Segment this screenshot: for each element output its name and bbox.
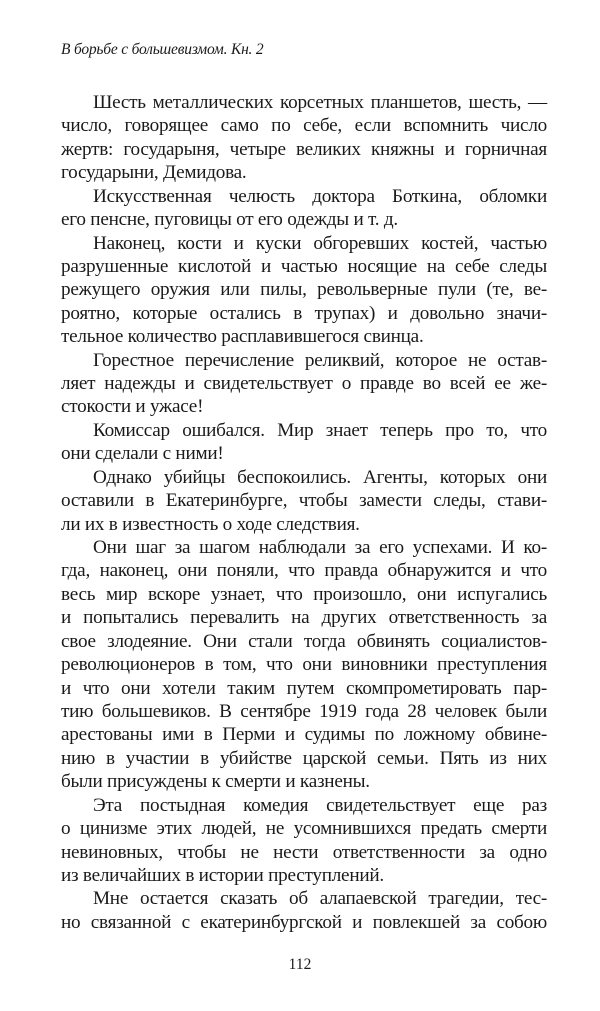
text-line: Однако убийцы беспокоились. Агенты, которых они [93,466,547,488]
text-line: они сделали с ними! [61,443,224,465]
page-body-text [61,91,547,934]
text-line: свое злодеяние. Они стали тогда обвинять социалистов- [61,630,547,652]
paragraph [61,794,547,888]
text-line: Искусственная челюсть доктора Боткина, обломки [93,185,547,207]
text-line: стокости и ужасе! [61,396,204,418]
paragraph [61,466,547,536]
paragraph [61,349,547,419]
text-line: невиновных, чтобы не нести ответственности за одно [61,841,547,863]
text-line: Горестное перечисление реликвий, которое не остав- [93,349,547,371]
text-line: Шесть металлических корсетных планшетов, шесть, — [93,92,547,113]
text-line: Эта постыдная комедия свидетельствует еще раз [93,794,547,816]
paragraph [61,91,547,185]
text-line: о цинизме этих людей, не усомнившихся предать смерти [61,818,547,840]
text-line: Мне остается сказать об алапаевской трагедии, тес- [93,888,547,910]
paragraph [61,185,547,232]
text-line: государыни, Демидова. [61,162,247,184]
text-line: из величайших в истории преступлений. [61,864,384,886]
text-line: но связанной с екатеринбургской и повлекшей за собою [61,911,547,933]
text-line: революционеров в том, что они виновники преступления [61,654,547,676]
text-line: разрушенные кислотой и частью носящие на себе следы [61,255,547,277]
text-line: и попытались перевалить на других ответственность за [61,607,547,629]
text-line: гда, наконец, они поняли, что правда обнаружится и что [61,560,547,582]
paragraph [61,536,547,794]
text-line: тельное количество расплавившегося свинца. [61,326,424,348]
paragraph [61,232,547,349]
text-line: оставили в Екатеринбурге, чтобы замести следы, стави- [61,490,547,512]
text-line: Они шаг за шагом наблюдали за его успехами. И ко- [93,537,547,559]
text-line: число, говорящее само по себе, если вспомнить число [61,115,547,137]
text-line: роятно, которые остались в трупах) и довольно значи- [61,302,547,324]
text-line: ляет надежды и свидетельствует о правде во всей ее же- [61,373,547,395]
text-line: Наконец, кости и куски обгоревших костей, частью [93,232,547,254]
running-header: В борьбе с большевизмом. Кн. 2 [61,41,264,58]
page-number: 112 [288,956,312,973]
text-line: арестованы ими в Перми и судимы по ложному обвине- [61,724,547,746]
text-line: Комиссар ошибался. Мир знает теперь про то, что [93,419,547,441]
text-line: весь мир вскоре узнает, что произошло, они испугались [61,583,547,605]
text-line: были присуждены к смерти и казнены. [61,771,370,793]
paragraph [61,887,547,934]
text-line: его пенсне, пуговицы от его одежды и т. д. [61,209,398,231]
text-line: ли их в известность о ходе следствия. [61,513,360,535]
text-line: и что они хотели таким путем скомпрометировать пар- [61,677,547,699]
text-line: режущего оружия или пилы, револьверные пули (те, ве- [61,279,547,301]
text-line: жертв: государыня, четыре великих княжны и горничная [61,138,547,160]
text-line: тию большевиков. В сентябре 1919 года 28 человек были [61,700,547,722]
text-line: нию в участии в убийстве царской семьи. Пять из них [61,747,547,769]
paragraph [61,419,547,466]
